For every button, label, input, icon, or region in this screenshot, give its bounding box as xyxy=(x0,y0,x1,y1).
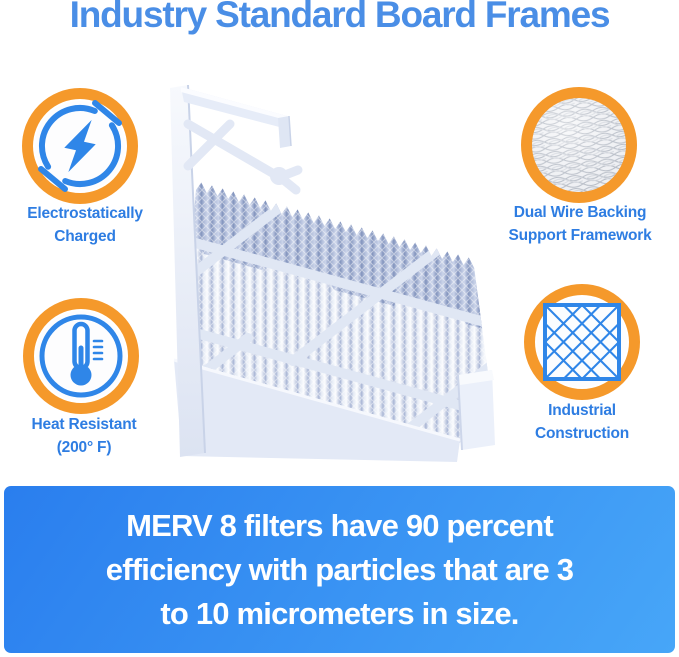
feature-label-industrial xyxy=(492,399,672,445)
feature-label-heat-resistant xyxy=(0,413,168,459)
lightning-icon xyxy=(20,86,140,206)
feature-label-line: Dual Wire Backing xyxy=(513,204,647,221)
mesh-grid-icon xyxy=(522,282,642,402)
wire-mesh-icon xyxy=(519,85,639,205)
thermometer-icon xyxy=(21,296,141,416)
feature-label-electrostatic xyxy=(0,202,170,248)
feature-badge-electrostatic xyxy=(20,86,140,206)
feature-label-line: Industrial xyxy=(548,402,616,419)
banner-text-line: efficiency with particles that are 3 xyxy=(105,551,574,587)
page-title: Industry Standard Board Frames xyxy=(69,0,610,35)
feature-badge-wire-backing xyxy=(519,85,639,205)
feature-label-line: Construction xyxy=(534,425,630,442)
feature-label-line: Heat Resistant xyxy=(31,416,137,433)
pleated-filter-art xyxy=(158,58,510,470)
merv-info-banner xyxy=(4,486,675,653)
air-filter-illustration xyxy=(158,58,510,470)
feature-label-line: Support Framework xyxy=(508,227,652,244)
feature-label-wire-backing xyxy=(490,201,670,247)
feature-badge-heat-resistant xyxy=(21,296,141,416)
feature-label-line: (200° F) xyxy=(56,439,112,456)
feature-badge-industrial xyxy=(522,282,642,402)
feature-label-line: Charged xyxy=(54,228,116,245)
feature-label-line: Electrostatically xyxy=(27,205,143,222)
banner-text-line: to 10 micrometers in size. xyxy=(160,595,519,631)
grid-glyph xyxy=(545,305,619,379)
banner-text-line: MERV 8 filters have 90 percent xyxy=(126,507,553,543)
